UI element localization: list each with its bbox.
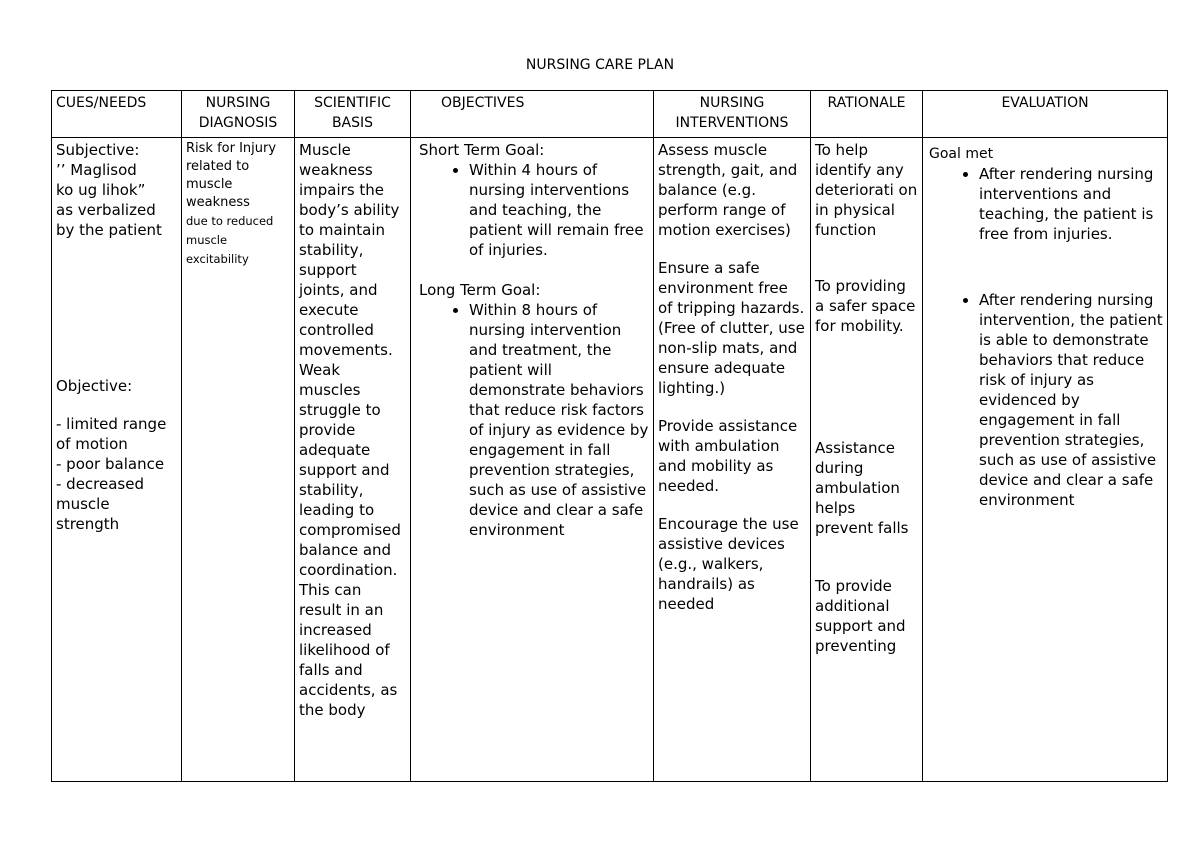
objective-label: Objective:: [56, 377, 133, 395]
diagnosis-main: Risk for Injury related to muscle weakness: [186, 141, 277, 210]
long-term-goal-list: [419, 300, 649, 540]
cues-cell: [52, 138, 182, 782]
subjective-quote-1: ’’ Maglisod: [56, 161, 137, 179]
subjective-quote-2: ko ug lihok”: [56, 181, 146, 199]
objective-item: - decreased muscle strength: [56, 475, 145, 533]
objective-item: - poor balance: [56, 455, 165, 473]
objectives-cell: [411, 138, 654, 782]
header-objectives: OBJECTIVES: [411, 91, 654, 138]
diagnosis-cell: [182, 138, 295, 782]
objective-item: - limited range of motion: [56, 415, 167, 453]
header-interventions: NURSING INTERVENTIONS: [654, 91, 811, 138]
header-rationale: RATIONALE: [811, 91, 923, 138]
interventions-cell: [654, 138, 811, 782]
intervention-item: Assess muscle strength, gait, and balance (e.g. perform range of motion exercises): [658, 141, 798, 239]
long-term-goal-label: Long Term Goal:: [419, 281, 541, 299]
scientific-basis-text: Muscle weakness impairs the body’s ability to maintain stability, support joints, and execute controlled movements. Weak muscles struggle to provide adequate support and stability, leading to compromised balance and coordination. This can result in an increased likelihood of falls and accidents, as the body: [299, 141, 401, 719]
rationale-item: To providing a safer space for mobility.: [815, 277, 916, 335]
page-title: NURSING CARE PLAN: [525, 57, 675, 73]
evaluation-item: • After rendering nursing interventions and teaching, the patient is free from injuries.: [979, 164, 1163, 244]
evaluation-status: Goal met: [929, 146, 994, 162]
subjective-label: Subjective:: [56, 141, 140, 159]
evaluation-item: • After rendering nursing intervention, the patient is able to demonstrate behaviors that reduce risk of injury as evidenced by engagement in fall prevention strategies, such as use of assistive device and clear a safe environment: [979, 290, 1163, 510]
rationale-cell: [811, 138, 923, 782]
intervention-item: Encourage the use assistive devices (e.g., walkers, handrails) as needed: [658, 515, 799, 613]
short-term-goal-item: • Within 4 hours of nursing interventions and teaching, the patient will remain free of injuries.: [469, 160, 649, 260]
content-row: [52, 138, 1168, 782]
scientific-basis-cell: [295, 138, 411, 782]
subjective-rest: as verbalized by the patient: [56, 201, 162, 239]
short-term-goal-list: [419, 160, 649, 260]
header-cues: CUES/NEEDS: [52, 91, 182, 138]
care-plan-table: [51, 90, 1168, 782]
header-evaluation: EVALUATION: [923, 91, 1168, 138]
header-scientific-basis: SCIENTIFIC BASIS: [295, 91, 411, 138]
intervention-item: Ensure a safe environment free of tripping hazards. (Free of clutter, use non-slip mats, and ensure adequate lighting.): [658, 259, 805, 397]
rationale-item: To provide additional support and preventing: [815, 577, 906, 655]
evaluation-cell: [923, 138, 1168, 782]
long-term-goal-item: • Within 8 hours of nursing intervention and treatment, the patient will demonstrate behaviors that reduce risk factors of injury as evidence by engagement in fall prevention strategies, such as use of assistive device and clear a safe environment: [469, 300, 649, 540]
intervention-item: Provide assistance with ambulation and mobility as needed.: [658, 417, 798, 495]
diagnosis-secondary: due to reduced muscle excitability: [186, 214, 274, 266]
rationale-item: Assistance during ambulation helps prevent falls: [815, 439, 909, 537]
evaluation-list: [929, 164, 1163, 510]
rationale-item: To help identify any deteriorati on in physical function: [815, 141, 918, 239]
header-row: [52, 91, 1168, 138]
short-term-goal-label: Short Term Goal:: [419, 141, 545, 159]
header-diagnosis: NURSING DIAGNOSIS: [182, 91, 295, 138]
